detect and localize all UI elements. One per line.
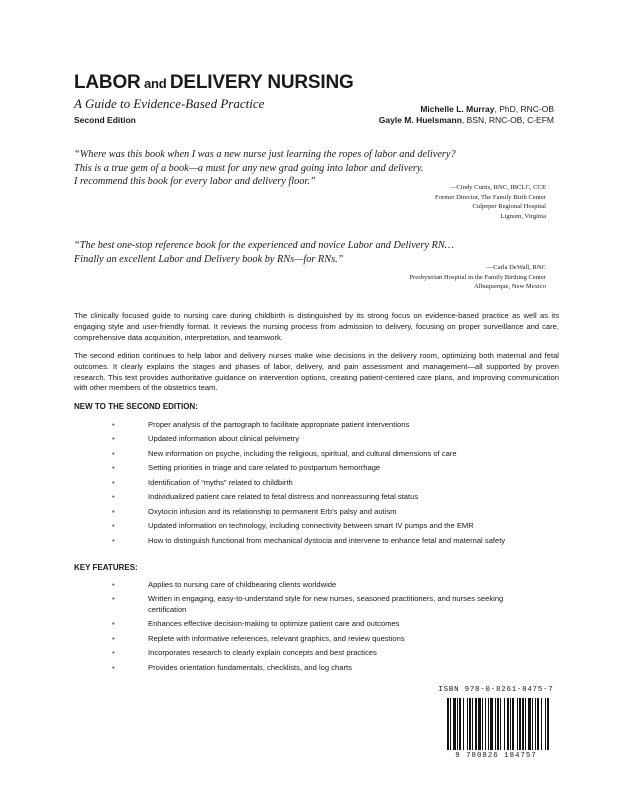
- list-item-text: Replete with informative references, relevant graphics, and review questions: [148, 633, 405, 643]
- attribution-line: Albuquerque, New Mexico: [474, 283, 546, 291]
- bullet: •: [112, 463, 115, 473]
- endorsement-quote-2: [74, 239, 454, 266]
- list-item: [0, 619, 528, 629]
- list-item: [0, 478, 528, 488]
- barcode-bar: [485, 698, 486, 750]
- description-paragraph-2: The second edition continues to help labor and delivery nurses make wise decisions in the delivery room, optimizing both maternal and fetal outcomes. It clearly explains the stages and phases of labor, delivery, and pain assessment and management—all supported by proven research. This text provides authoritative guidance on intervention options, creating patient-centered care plans, and improving communication with other members of the obstetrics team.: [74, 351, 559, 393]
- list-item-text: Incorporates research to clearly explain concepts and best practices: [148, 648, 377, 658]
- description-paragraph-1: The clinically focused guide to nursing care during childbirth is distinguished by its strong focus on evidence-based practice as well as its engaging style and user-friendly format. It reviews the nursing process from admission to delivery, focusing on proper surveillance and care, comprehensive data acquisition, interpretation, and teamwork.: [74, 311, 559, 342]
- barcode-bar: [510, 698, 511, 750]
- list-item-text: Proper analysis of the partograph to facilitate appropriate patient interventions: [148, 420, 410, 429]
- title-and: and: [140, 76, 170, 91]
- attribution-line: —Carla DeWall, RNC: [486, 264, 546, 271]
- authors-block: [379, 104, 554, 125]
- quote-line: Finally an excellent Labor and Delivery book by RNs—for RNs.”: [74, 253, 344, 265]
- barcode-bar: [525, 698, 526, 750]
- barcode-number: 9 780826 184757: [455, 752, 537, 760]
- quote-line: “Where was this book when I was a new nurse just learning the ropes of labor and delivery?: [74, 149, 456, 160]
- barcode-bar: [488, 698, 489, 750]
- bullet: •: [112, 619, 115, 629]
- barcode-bar: [478, 698, 481, 750]
- bullet: •: [112, 535, 115, 545]
- list-item-text: Oxytocin infusion and its relationship to permanent Erb’s palsy and autism: [148, 506, 397, 516]
- barcode-bar: [504, 698, 505, 750]
- attribution-line: Culpeper Regional Hospital: [472, 203, 546, 211]
- barcode-bar: [453, 698, 456, 750]
- quote-line: I recommend this book for every labor and delivery floor.”: [74, 176, 316, 188]
- barcode-bar: [469, 698, 471, 750]
- list-item-text: Updated information on technology, including connectivity between smart IV pumps and the EMR: [148, 521, 474, 531]
- barcode-bar: [547, 698, 549, 750]
- title-part-1: LABOR: [74, 72, 141, 93]
- list-item-text: Setting priorities in triage and care related to postpartum hemorrhage: [148, 463, 381, 473]
- author-2-credentials: , BSN, RNC-OB, C-EFM: [461, 114, 554, 125]
- isbn-label: ISBN 978-0-8261-8475-7: [438, 686, 554, 694]
- author-1: [379, 104, 554, 115]
- author-1-name: Michelle L. Murray: [420, 104, 495, 114]
- barcode-bar: [545, 698, 546, 750]
- endorsement-attribution-2: [409, 263, 546, 292]
- list-item-text: Updated information about clinical pelvimetry: [148, 434, 300, 444]
- title-part-2: DELIVERY NURSING: [169, 72, 354, 93]
- barcode-bar: [519, 698, 521, 750]
- bullet: •: [112, 648, 115, 658]
- bullet: •: [112, 662, 115, 672]
- bullet: •: [112, 594, 115, 604]
- bullet: •: [112, 506, 115, 516]
- barcode-bar: [457, 698, 458, 750]
- list-item: [0, 663, 528, 673]
- barcode-bar: [541, 698, 542, 750]
- barcode-bar: [532, 698, 533, 750]
- list-item-text: Written in engaging, easy-to-understand style for new nurses, seasoned practitioners, and nurses seeking certification: [148, 594, 504, 614]
- barcode-bar: [537, 698, 539, 750]
- attribution-line: Former Director, The Family Birth Center: [435, 193, 546, 201]
- list-item-text: Identification of “myths” related to childbirth: [148, 477, 293, 487]
- list-item-text: Applies to nursing care of childbearing clients worldwide: [148, 580, 337, 589]
- list-item-text: Individualized patient care related to fetal distress and nonreassuring fetal status: [148, 492, 419, 502]
- barcode-bar: [517, 698, 518, 750]
- barcode-bar: [522, 698, 524, 750]
- author-2-name: Gayle M. Huelsmann: [378, 114, 462, 125]
- edition-label: Second Edition: [74, 115, 136, 125]
- bullet: •: [112, 477, 115, 487]
- barcode-bar: [500, 698, 501, 750]
- list-item: [0, 521, 528, 531]
- barcode-bar: [463, 698, 464, 750]
- bullet: •: [112, 434, 115, 444]
- bullet: •: [112, 580, 115, 589]
- list-item: [0, 434, 528, 444]
- bullet: •: [112, 448, 115, 458]
- list-item: [0, 449, 528, 459]
- barcode-bar: [490, 698, 493, 750]
- quote-line: This is a true gem of a book—a must for any new grad going into labor and delivery.: [74, 162, 424, 174]
- bullet: •: [112, 492, 115, 502]
- key-features-list: [0, 580, 618, 677]
- barcode-bar: [467, 698, 468, 750]
- barcode-bar: [472, 698, 473, 750]
- list-item: [0, 536, 528, 546]
- endorsement-quote-1: [74, 148, 456, 189]
- bullet: •: [112, 633, 115, 643]
- book-subtitle: A Guide to Evidence-Based Practice: [74, 96, 265, 111]
- barcode-bar: [507, 698, 509, 750]
- attribution-line: —Cindy Curtis, RNC, IBCLC, CCE: [449, 184, 546, 191]
- attribution-line: Lignum, Virginia: [500, 212, 546, 220]
- barcode-bar: [535, 698, 536, 750]
- key-features-heading: KEY FEATURES:: [74, 563, 138, 572]
- new-edition-heading: NEW TO THE SECOND EDITION:: [74, 402, 198, 411]
- list-item-text: Provides orientation fundamentals, checklists, and log charts: [148, 662, 352, 672]
- barcode-bar: [512, 698, 514, 750]
- list-item: [0, 594, 528, 615]
- attribution-line: Presbyterian Hospital in the Family Birthing Center: [409, 273, 546, 281]
- barcode-bar: [528, 698, 531, 750]
- list-item: [0, 463, 528, 473]
- barcode-block: [421, 686, 571, 766]
- list-item: [0, 492, 528, 502]
- list-item-text: New information on psyche, including the religious, spiritual, and cultural dimensions of care: [148, 448, 457, 458]
- list-item: [0, 507, 528, 517]
- author-2: [379, 115, 554, 126]
- list-item: [0, 634, 528, 644]
- barcode-bar: [475, 698, 477, 750]
- list-item: [0, 420, 528, 430]
- list-item: [0, 580, 528, 590]
- quote-line: “The best one-stop reference book for the experienced and novice Labor and Delivery RN…: [74, 240, 454, 251]
- list-item-text: How to distinguish functional from mechanical dystocia and intervene to enhance fetal and maternal safety: [148, 535, 506, 545]
- barcode-bar: [459, 698, 461, 750]
- list-item: [0, 648, 528, 658]
- list-item-text: Enhances effective decision-making to optimize patient care and outcomes: [148, 619, 400, 629]
- endorsement-attribution-1: [435, 183, 546, 221]
- barcode-icon: [447, 698, 565, 750]
- bullet: •: [112, 521, 115, 531]
- author-1-credentials: , PhD, RNC-OB: [494, 104, 554, 114]
- barcode-bar: [495, 698, 496, 750]
- barcode-bar: [450, 698, 451, 750]
- new-edition-list: [0, 420, 618, 550]
- barcode-bar: [447, 698, 449, 750]
- barcode-bar: [497, 698, 499, 750]
- barcode-bar: [482, 698, 483, 750]
- bullet: •: [112, 420, 115, 429]
- book-title: [74, 72, 354, 94]
